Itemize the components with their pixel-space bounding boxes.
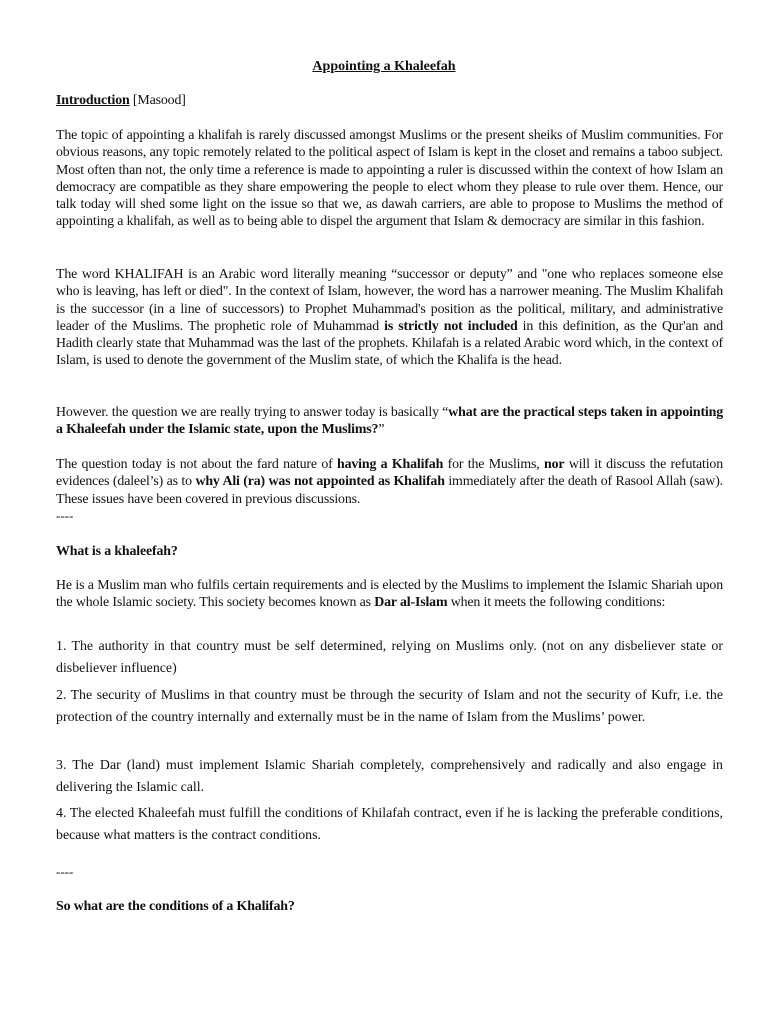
bold-run: Dar al-Islam bbox=[374, 595, 448, 611]
bold-run: having a Khalifah bbox=[337, 457, 444, 472]
intro-heading-line bbox=[56, 92, 723, 109]
paragraph-scope bbox=[56, 456, 723, 508]
text-run: However. the question we are really trying to answer today is basically “ bbox=[56, 405, 449, 420]
text-run: ” bbox=[378, 422, 385, 438]
text-run: when it meets the following conditions: bbox=[447, 595, 666, 611]
condition-item-2: 2. The security of Muslims in that country must be through the security of Islam and not the security of Kufr, i.e. the protection of the country internally and externally must be in the name of Islam from the Muslims’ power. bbox=[56, 688, 723, 725]
bold-run: nor bbox=[544, 457, 565, 472]
paragraph-khalifah-definition bbox=[56, 266, 723, 370]
paragraph-khaleefah-description bbox=[56, 577, 723, 612]
text-run: will it discuss the refutation evidences (daleel’s) as to bbox=[56, 457, 724, 490]
intro-author: [Masood] bbox=[129, 93, 186, 108]
text-run: in this definition, as the Qur'an and Hadith clearly state that Muhammad was the last of the prophets. Khilafah is a related Arabic word which, in the context of Islam, is used to denote the government of the Muslim state, of which the Khalifa is the head. bbox=[56, 318, 724, 369]
text-run: The question today is not about the fard nature of bbox=[56, 457, 338, 472]
intro-heading: Introduction bbox=[56, 93, 130, 108]
section-heading-conditions: So what are the conditions of a Khalifah? bbox=[56, 899, 295, 914]
text-run: He is a Muslim man who fulfils certain requirements and is elected by the Muslims to implement the Islamic Shariah upon the whole Islamic society. This society becomes known as bbox=[56, 578, 723, 611]
bold-run: what are the practical steps taken in appointing a Khaleefah under the Islamic state, upon the Muslims? bbox=[56, 405, 723, 438]
text-run: for the Muslims, bbox=[443, 457, 545, 472]
paragraph-intro: The topic of appointing a khalifah is rarely discussed amongst Muslims or the present sheiks of Muslim communities. For obvious reasons, any topic remotely related to the political aspect of Islam is kept in the closet and remains a taboo subject. Most often than not, the only time a reference is made to appointing a ruler is discussed within the context of how Islam an democracy are compatible as they share empowering the people to elect whom they please to rule over them. Hence, our talk today will shed some light on the issue so that we, as dawah carriers, are able to propose to Muslims the method of appointing a khalifah, as well as to being able to dispel the argument that Islam & democracy are similar in this fashion. bbox=[56, 128, 723, 230]
bold-run: is strictly not included bbox=[384, 318, 518, 334]
bold-run: why Ali (ra) was not appointed as Khalifah bbox=[195, 474, 445, 490]
document-title: Appointing a Khaleefah bbox=[312, 59, 456, 74]
text-run: The word KHALIFAH is an Arabic word literally meaning “successor or deputy” and "one who replaces someone else who is leaving, has left or died". In the context of Islam, however, the word has a narrower meaning. The Muslim Khalifah is the successor (in a line of successors) to Prophet Muhammad's position as the political, military, and administrative leader of the Muslims. The prophetic role of Muhammad bbox=[56, 267, 723, 334]
text-run: immediately after the death of Rasool Allah (saw). These issues have been covered in previous discussions. bbox=[56, 474, 723, 507]
separator: ---- bbox=[56, 508, 74, 523]
separator: ---- bbox=[56, 864, 74, 879]
condition-item-1: 1. The authority in that country must be self determined, relying on Muslims only. (not on any disbeliever state or disbeliever influence) bbox=[56, 639, 723, 676]
section-heading-what-is-khaleefah: What is a khaleefah? bbox=[56, 544, 178, 559]
condition-item-3: 3. The Dar (land) must implement Islamic Shariah completely, comprehensively and radically and also engage in delivering the Islamic call. bbox=[56, 758, 723, 795]
paragraph-question bbox=[56, 404, 723, 439]
condition-item-4: 4. The elected Khaleefah must fulfill the conditions of Khilafah contract, even if he is lacking the preferable conditions, because what matters is the contract conditions. bbox=[56, 806, 723, 843]
